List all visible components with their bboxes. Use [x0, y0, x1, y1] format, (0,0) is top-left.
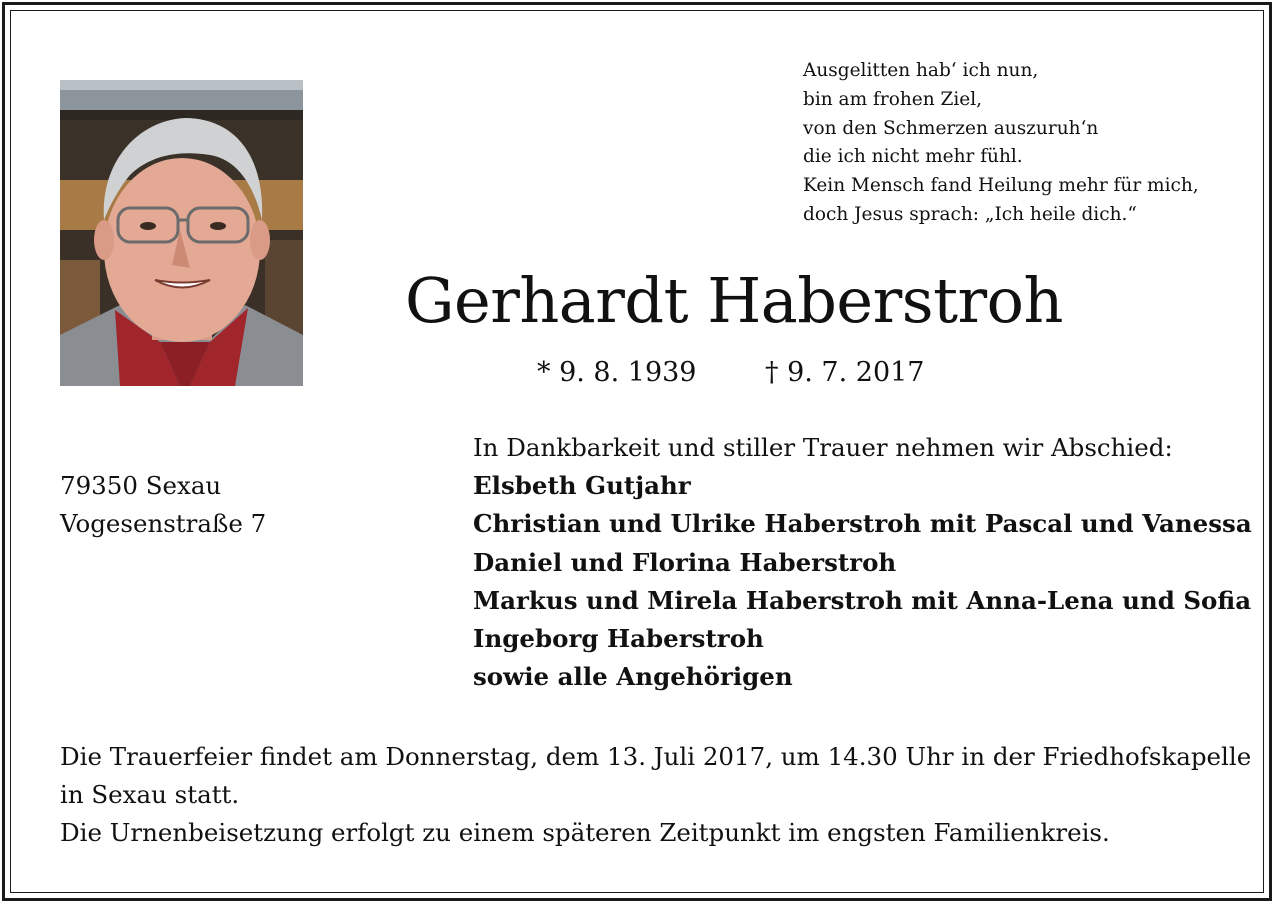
poem-line: Ausgelitten hab‘ ich nun,: [803, 60, 1039, 81]
portrait-photo: [60, 80, 303, 386]
ceremony-line: Die Trauerfeier findet am Donnerstag, dem 13. Juli 2017, um 14.30 Uhr in der Friedhofskapelle: [60, 742, 1252, 771]
poem-line: bin am frohen Ziel,: [803, 88, 983, 110]
mourners-intro: In Dankbarkeit und stiller Trauer nehmen wir Abschied:: [473, 433, 1173, 462]
mourner-name: Elsbeth Gutjahr: [473, 471, 691, 501]
mourner-name: Markus und Mirela Haberstroh mit Anna-Lena und Sofia: [473, 585, 1252, 615]
mourner-name: Christian und Ulrike Haberstroh mit Pascal und Vanessa: [473, 509, 1252, 539]
poem-line: die ich nicht mehr fühl.: [803, 146, 1023, 168]
mourners-block: [473, 429, 1252, 696]
poem-line: von den Schmerzen auszuruh‘n: [803, 117, 1099, 139]
burial-line: Die Urnenbeisetzung erfolgt zu einem späteren Zeitpunkt im engsten Familienkreis.: [60, 818, 1110, 847]
address-postal: 79350 Sexau: [60, 471, 222, 500]
mourner-name: sowie alle Angehörigen: [473, 662, 793, 692]
poem-verse: [803, 57, 1199, 230]
birth-date: * 9. 8. 1939: [537, 357, 697, 388]
mourner-name: Ingeborg Haberstroh: [473, 624, 764, 654]
deceased-name: Gerhardt Haberstroh: [405, 264, 1063, 337]
poem-line: doch Jesus sprach: „Ich heile dich.“: [803, 203, 1137, 225]
address-street: Vogesenstraße 7: [60, 509, 267, 538]
ceremony-info: [60, 738, 1252, 852]
mourners-list: [473, 467, 1252, 696]
address-block: [60, 467, 266, 543]
ceremony-line: in Sexau statt.: [60, 780, 240, 809]
mourner-name: Daniel und Florina Haberstroh: [473, 547, 897, 577]
poem-line: Kein Mensch fand Heilung mehr für mich,: [803, 175, 1199, 197]
death-date: † 9. 7. 2017: [765, 357, 925, 388]
